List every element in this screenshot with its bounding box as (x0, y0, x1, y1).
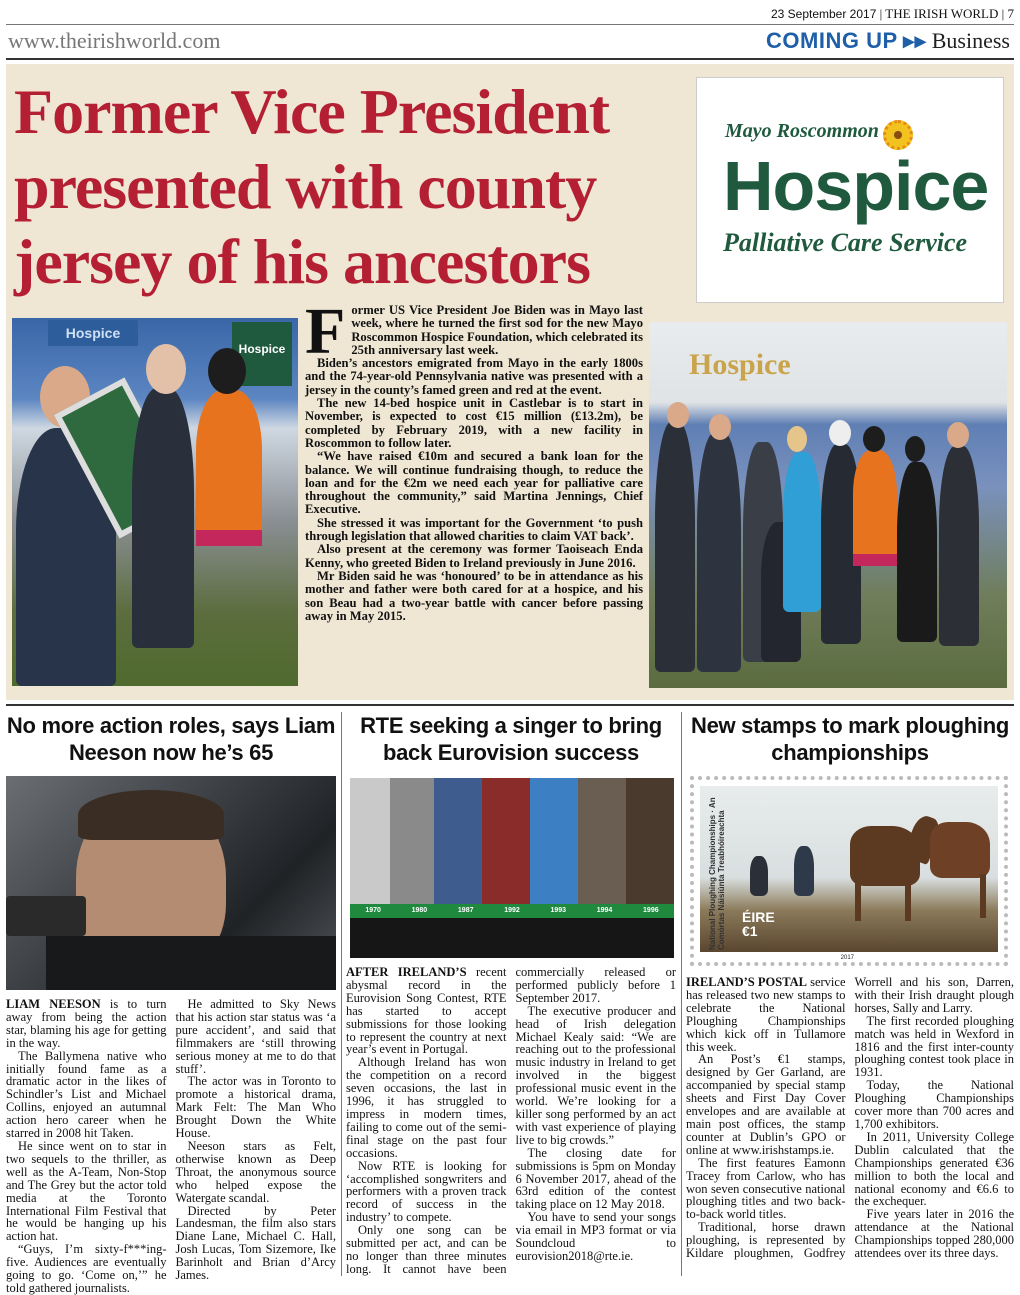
eurovision-headline: RTE seeking a singer to bring back Eurovision success (360, 713, 662, 765)
page-number: 7 (1007, 6, 1014, 21)
website-url[interactable]: www.theirishworld.com (8, 28, 221, 53)
arrows-icon: ▸▸ (903, 28, 927, 53)
year-label: 1993 (550, 907, 567, 914)
column-rule (341, 712, 342, 1276)
photo-liam-neeson (6, 776, 336, 990)
neeson-article: LIAM NEESON is to turn away from being the action star, blaming his age for getting in the way. The Ballymena native who initially found fame as a dramatic actor in the likes of Schindler’s List and Michael Collins, enjoyed an autumnal action hero career when he starred in 2008 hit Taken. He since went on to star in two sequels to the thriller, as well as the A-Team, Non-Stop and The Grey but the actor told media at the Toronto International Film Festival that he would be hanging up his action hat. “Guys, I’m sixty-f***ing-five. Audiences are eventually going to go. ‘Come on,’” he told gathered journalists. He admitted to Sky News that his action star status was ‘a pure accident’, and said that filmmakers are ‘still throwing serious money at me to do that stuff’. The actor was in Toronto to promote a historical drama, Mark Felt: The Man Who Brought Down the White House. Neeson stars as Felt, otherwise known as Deep Throat, the anonymous source who helped expose the Watergate scandal. Directed by Peter Landesman, the film also stars Diane Lane, Michael C. Hall, Josh Lucas, Tom Sizemore, Ike Barinholt and Brian d’Arcy James. (6, 997, 336, 1295)
lead-story (6, 64, 1014, 700)
hospice-logo (696, 77, 1004, 303)
coming-up-banner (766, 28, 1010, 54)
lead-article: Former US Vice President Joe Biden was in Mayo last week, where he turned the first sod for the new Mayo Roscommon Hospice Foundation, which celebrated its 25th anniversary last week. Biden’s ancestors emigrated from Mayo in the early 1800s and the 74-year-old Pennsylvania native was presented with a jersey in the county’s famed green and red at the event. The new 14-bed hospice unit in Castlebar is to start in November, is expected to cost €15 million (£13.2m), be completed by February 2019, with a new facility in Roscommon to follow later. “We have raised €10m and secured a bank loan for the balance. We will continue fundraising though, to reduce the loan and for the €2m we need each year for palliative care throughout the community,” said Martina Jennings, Chief Executive. She stressed it was important for the Government ‘to push through legislation that allowed charities to claim VAT back’. Also present at the ceremony was former Taoiseach Enda Kenny, who greeted Biden to Ireland previously in June 2016. Mr Biden said he was ‘honoured’ to be in attendance as his mother and father were both cared for at a hospice, and his son Beau had a two-year battle with cancer before passing away in May 2015. (305, 295, 643, 623)
page-folio: 23 September 2017 | THE IRISH WORLD | 7 (770, 6, 1014, 21)
coming-up-label: COMING UP (766, 28, 898, 53)
stamps-headline: New stamps to mark ploughing championships (691, 713, 1009, 765)
logo-mayo-roscommon: Mayo Roscommon (725, 120, 879, 142)
coming-up-section: Business (931, 28, 1010, 53)
stamp-year: 2017 (840, 955, 854, 961)
photo-banner: Hospice (689, 348, 791, 381)
drop-cap: F (305, 295, 346, 368)
header-divider (6, 58, 1014, 60)
ploughing-stamp (690, 776, 1008, 966)
eurovision-article: AFTER IRELAND’S recent abysmal record in the Eurovision Song Contest, RTE has started to accept submissions for those looking to represent the country at next year’s event in Portugal. Although Ireland has won the competition on a record seven occasions, the last in 1996, it has struggled to impress in modern times, failing to come out of the semi-final stage on the past four occasions. Now RTE is looking for ‘accomplished songwriters and performers with a proven track record of success in the industry’ to compete. Only one song can be submitted per act, and can be no longer than three minutes long. It cannot have been commercially released or performed publicly before 1 September 2017. The executive producer and head of Irish delegation Michael Kealy said: “We are reaching out to the professional music industry in Ireland to get involved in the biggest professional music event in the world. We’re looking for a killer song performed by an act with vast experience of playing live to big crowds.” The closing date for submissions is 5pm on Monday 6 November 2017, ahead of the 63rd edition of the contest taking place on 12 May 2018. You have to send your songs via email in MP3 format or via Soundcloud to eurovision2018@rte.ie. (346, 965, 676, 1276)
year-label: 1996 (643, 907, 659, 914)
column-rule (681, 712, 682, 1276)
logo-hospice: Hospice (723, 147, 989, 225)
issue-date: 23 September 2017 (770, 7, 877, 21)
year-label: 1980 (411, 907, 428, 914)
neeson-story (6, 712, 336, 1295)
photo-banner: Hospice (48, 320, 138, 346)
year-label: 1992 (504, 907, 520, 914)
year-label: 1994 (596, 907, 613, 914)
eurovision-story (346, 712, 676, 1276)
photo-sod-turning (649, 322, 1007, 688)
stamps-story (686, 712, 1014, 1276)
stamps-article: IRELAND’S POSTAL service has released two new stamps to celebrate the National Ploughing Championships which kick off in Tullamore this week. An Post’s €1 stamps, designed by Ger Garland, are accompanied by special stamp sheets and First Day Cover envelopes and are available at main post offices, the stamp counter at Dublin’s GPO or online at www.irishstamps.ie. The first features Eamonn Tracey from Carlow, who has won seven consecutive national ploughing titles and two back-to-back world titles. Traditional, horse drawn ploughing, is represented by Kildare ploughmen, Godfrey Worrell and his son, Darren, with their Irish draught plough horses, Sally and Larry. The first recorded ploughing match was held in Wexford in 1816 and the first inter-county ploughing contest took place in 1931. Today, the National Ploughing Championships cover more than 700 acres and 1,700 exhibitors. In 2011, University College Dublin calculated that the Championships generated €36 million to both the local and national economy and €6.6 to the exchequer. Five years later in 2016 the attendance at the National Championships topped 280,000 attendees over its three days. (686, 975, 1014, 1261)
paper-name: THE IRISH WORLD (885, 6, 999, 21)
stamp-image (700, 786, 998, 952)
logo-subtitle: Palliative Care Service (723, 228, 968, 257)
photo-eurovision-winners (350, 778, 674, 958)
year-label: 1987 (457, 907, 474, 914)
stamp-denomination: ÉIRE €1 (742, 909, 775, 939)
header-rule (6, 24, 1014, 25)
lead-headline: Former Vice President presented with county jersey of his ancestors (14, 76, 610, 297)
year-label: 1970 (365, 907, 381, 914)
stamp-side-text: National Ploughing Championships · An Comórtas Náisiúnta Treabhóireachta (708, 797, 726, 950)
photo-biden-jersey: Hospice Hospice (12, 318, 298, 686)
section-divider (6, 704, 1014, 706)
pistol-icon (6, 896, 86, 936)
year-strip (350, 904, 674, 918)
neeson-headline: No more action roles, says Liam Neeson now he’s 65 (6, 713, 336, 765)
